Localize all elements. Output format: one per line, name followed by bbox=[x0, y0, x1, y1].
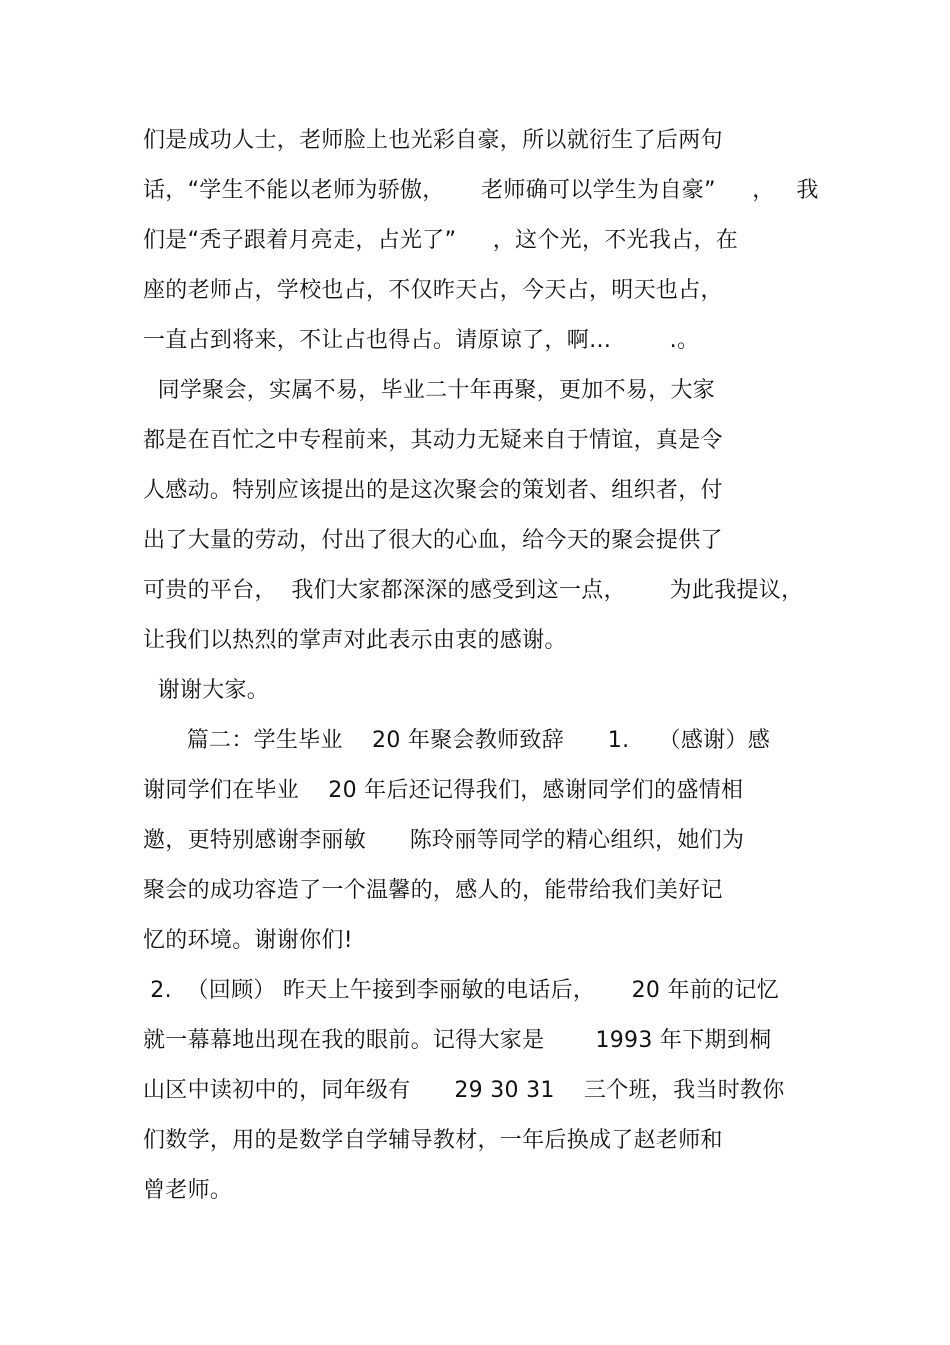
text-line: 都是在百忙之中专程前来，其动力无疑来自于情谊，真是令 bbox=[143, 428, 723, 453]
text-line: 人感动。特别应该提出的是这次聚会的策划者、组织者，付 bbox=[143, 478, 723, 503]
section-heading-line: 篇二：学生毕业 20 年聚会教师致辞 1. （感谢）感 bbox=[143, 728, 771, 753]
text-line: 可贵的平台， 我们大家都深深的感受到这一点， 为此我提议， bbox=[143, 578, 804, 603]
text-line: 话，“学生不能以老师为骄傲， 老师确可以学生为自豪” ， 我 bbox=[143, 178, 819, 203]
text-line: 忆的环境。谢谢你们! bbox=[143, 928, 353, 953]
text-line: 聚会的成功容造了一个温馨的，感人的，能带给我们美好记 bbox=[143, 878, 723, 903]
text-line: 曾老师。 bbox=[143, 1178, 233, 1203]
text-line: 们是成功人士，老师脸上也光彩自豪，所以就衍生了后两句 bbox=[143, 128, 723, 153]
text-line: 出了大量的劳动，付出了很大的心血，给今天的聚会提供了 bbox=[143, 528, 723, 553]
text-line: 邀，更特别感谢李丽敏 陈玲丽等同学的精心组织，她们为 bbox=[143, 828, 745, 853]
text-line: 同学聚会，实属不易，毕业二十年再聚，更加不易，大家 bbox=[143, 378, 716, 403]
text-line: 座的老师占，学校也占，不仅昨天占，今天占，明天也占， bbox=[143, 278, 723, 303]
text-line: 让我们以热烈的掌声对此表示由衷的感谢。 bbox=[143, 628, 567, 653]
text-line: 们数学，用的是数学自学辅导教材，一年后换成了赵老师和 bbox=[143, 1128, 723, 1153]
text-line: 一直占到将来，不让占也得占。请原谅了，啊… .。 bbox=[143, 328, 700, 353]
text-line: 谢同学们在毕业 20 年后还记得我们，感谢同学们的盛情相 bbox=[143, 778, 744, 803]
text-line: 就一幕幕地出现在我的眼前。记得大家是 1993 年下期到桐 bbox=[143, 1028, 772, 1053]
text-line: 谢谢大家。 bbox=[143, 678, 270, 703]
text-line: 山区中读初中的，同年级有 29 30 31 三个班，我当时教你 bbox=[143, 1078, 785, 1103]
text-line: 2. （回顾） 昨天上午接到李丽敏的电话后， 20 年前的记忆 bbox=[143, 978, 780, 1003]
text-line: 们是“秃子跟着月亮走，占光了” ，这个光，不光我占，在 bbox=[143, 228, 739, 253]
